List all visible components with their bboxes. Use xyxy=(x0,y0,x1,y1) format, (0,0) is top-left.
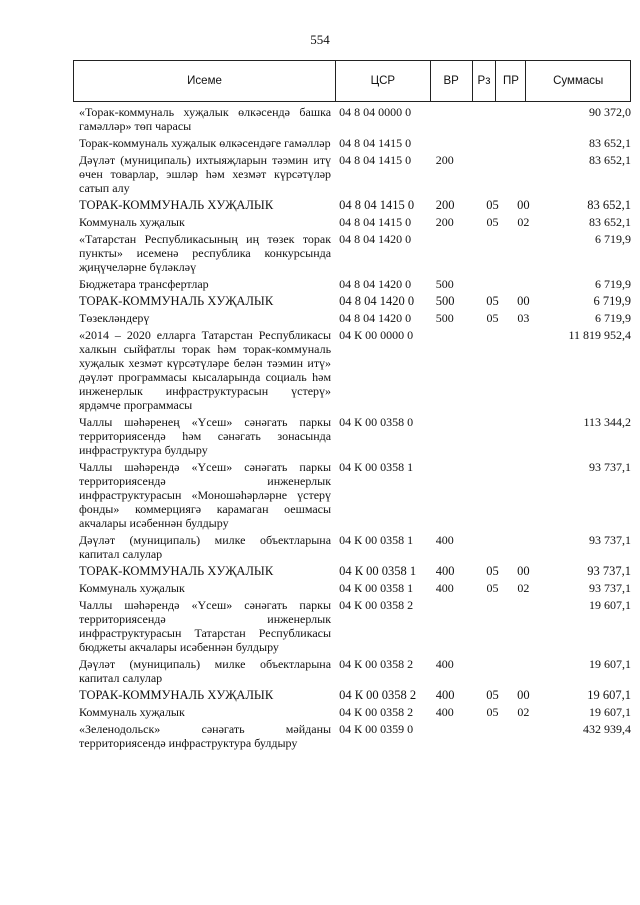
table-row xyxy=(73,657,631,688)
row-sum: 83 652,1 xyxy=(589,153,632,167)
row-name: Коммуналь хуҗалык xyxy=(79,581,185,595)
row-name: ТОРАК-КОММУНАЛЬ ХУҖАЛЫК xyxy=(79,688,274,702)
row-pr xyxy=(505,657,541,685)
row-rz: 05 xyxy=(486,215,499,229)
row-sum: 6 719,9 xyxy=(595,232,632,246)
row-sum: 93 737,1 xyxy=(589,460,632,474)
row-rz xyxy=(480,415,506,457)
row-rz: 05 xyxy=(486,294,499,308)
row-rz xyxy=(480,460,506,530)
row-pr: 02 xyxy=(517,215,530,229)
row-vr: 200 xyxy=(435,215,454,229)
row-pr xyxy=(505,153,541,195)
table-row xyxy=(73,277,631,294)
row-vr xyxy=(434,722,480,750)
row-csr: 04 8 04 1420 0 xyxy=(339,294,415,308)
row-pr: 00 xyxy=(517,294,530,308)
header-rz: Рз xyxy=(473,61,497,101)
row-vr: 200 xyxy=(435,153,454,167)
budget-table xyxy=(73,60,631,753)
row-csr: 04 8 04 0000 0 xyxy=(339,105,412,119)
row-pr: 03 xyxy=(517,311,530,325)
table-row xyxy=(73,688,631,705)
row-pr: 00 xyxy=(517,198,530,212)
row-name: ТОРАК-КОММУНАЛЬ ХУҖАЛЫК xyxy=(79,198,274,212)
row-rz: 05 xyxy=(486,705,499,719)
table-row xyxy=(73,198,631,215)
row-csr: 04 К 00 0358 1 xyxy=(339,460,414,474)
row-sum: 93 737,1 xyxy=(589,581,632,595)
row-rz xyxy=(480,277,506,291)
row-vr: 400 xyxy=(435,533,454,547)
row-vr xyxy=(434,105,480,133)
row-name: Чаллы шәһәренең «Үсеш» сәнәгать паркы территориясендә һәм сәнәгать зонасында инфраструктура булдыру xyxy=(79,415,332,457)
table-row xyxy=(73,215,631,232)
table-row xyxy=(73,705,631,722)
row-rz: 05 xyxy=(486,198,499,212)
row-name: Төзекләндерү xyxy=(79,311,150,325)
row-csr: 04 8 04 1420 0 xyxy=(339,311,412,325)
row-vr xyxy=(434,328,480,412)
row-rz xyxy=(480,598,506,654)
row-csr: 04 К 00 0358 2 xyxy=(339,657,414,671)
table-row xyxy=(73,722,631,753)
row-name: Дәүләт (муниципаль) милке объектларына капитал салулар xyxy=(79,657,332,685)
row-vr: 400 xyxy=(435,705,454,719)
table-row xyxy=(73,533,631,564)
row-pr xyxy=(505,232,541,274)
table-row xyxy=(73,564,631,581)
row-vr xyxy=(434,460,480,530)
row-name: «Торак-коммуналь хуҗалык өлкәсендә башка гамәлләр» төп чарасы xyxy=(79,105,332,133)
row-vr xyxy=(434,136,480,150)
row-name: Бюджетара трансфертлар xyxy=(79,277,209,291)
table-row xyxy=(73,598,631,657)
table-row xyxy=(73,328,631,415)
table-row xyxy=(73,136,631,153)
row-sum: 83 652,1 xyxy=(587,198,632,212)
row-rz xyxy=(480,105,506,133)
row-rz xyxy=(480,153,506,195)
row-name: Коммуналь хуҗалык xyxy=(79,215,185,229)
row-rz xyxy=(480,657,506,685)
row-csr: 04 8 04 1420 0 xyxy=(339,277,412,291)
row-sum: 19 607,1 xyxy=(589,705,632,719)
row-pr: 02 xyxy=(517,705,530,719)
row-rz: 05 xyxy=(486,688,499,702)
table-body xyxy=(73,105,631,753)
row-pr xyxy=(505,136,541,150)
row-pr: 00 xyxy=(517,564,530,578)
row-name: Дәүләт (муниципаль) ихтыяҗларын тәэмин итү өчен товарлар, эшләр һәм хезмәт күрсәтүләр сатып алу xyxy=(79,153,332,195)
row-vr: 500 xyxy=(435,311,454,325)
header-name: Исеме xyxy=(74,61,336,101)
header-csr: ЦСР xyxy=(336,61,431,101)
row-sum: 93 737,1 xyxy=(587,564,632,578)
header-sum: Суммасы xyxy=(553,75,604,87)
row-vr xyxy=(434,415,480,457)
row-rz xyxy=(480,533,506,561)
row-vr: 400 xyxy=(435,688,455,702)
row-pr xyxy=(505,598,541,654)
row-csr: 04 К 00 0358 0 xyxy=(339,415,414,429)
row-pr xyxy=(505,277,541,291)
row-vr xyxy=(434,598,480,654)
row-vr: 400 xyxy=(435,564,455,578)
row-rz: 05 xyxy=(486,581,499,595)
row-sum: 6 719,9 xyxy=(593,294,632,308)
row-vr: 500 xyxy=(435,277,454,291)
row-sum: 19 607,1 xyxy=(589,657,632,671)
header-vr: ВР xyxy=(431,61,473,101)
row-rz xyxy=(480,232,506,274)
row-csr: 04 К 00 0358 1 xyxy=(339,581,414,595)
row-csr: 04 8 04 1420 0 xyxy=(339,232,412,246)
row-name: ТОРАК-КОММУНАЛЬ ХУҖАЛЫК xyxy=(79,564,274,578)
table-header xyxy=(73,60,631,102)
table-row xyxy=(73,460,631,533)
table-row xyxy=(73,311,631,328)
row-pr xyxy=(505,722,541,750)
row-pr: 02 xyxy=(517,581,530,595)
row-csr: 04 К 00 0358 2 xyxy=(339,705,414,719)
table-row xyxy=(73,415,631,460)
row-vr: 200 xyxy=(435,198,455,212)
row-pr xyxy=(505,105,541,133)
row-pr xyxy=(505,460,541,530)
row-csr: 04 8 04 1415 0 xyxy=(339,153,412,167)
header-pr: ПР xyxy=(496,61,526,101)
row-csr: 04 8 04 1415 0 xyxy=(339,136,412,150)
table-row xyxy=(73,581,631,598)
row-sum: 11 819 952,4 xyxy=(568,328,632,342)
row-sum: 6 719,9 xyxy=(595,277,632,291)
row-rz xyxy=(480,328,506,412)
row-rz xyxy=(480,136,506,150)
table-row xyxy=(73,153,631,198)
row-pr: 00 xyxy=(517,688,530,702)
row-csr: 04 К 00 0000 0 xyxy=(339,328,414,342)
table-row xyxy=(73,232,631,277)
row-sum: 90 372,0 xyxy=(589,105,632,119)
row-name: Дәүләт (муниципаль) милке объектларына капитал салулар xyxy=(79,533,332,561)
row-name: Коммуналь хуҗалык xyxy=(79,705,185,719)
row-csr: 04 К 00 0358 1 xyxy=(339,564,417,578)
row-name: Чаллы шәһәрендә «Үсеш» сәнәгать паркы территориясендә инженерлык инфраструктурасын Татарстан Республикасы бюджеты акчалары исәбеннән булдыру xyxy=(79,598,332,654)
row-name: Чаллы шәһәрендә «Үсеш» сәнәгать паркы территориясендә инженерлык инфраструктурасын «Моношәһәрләрне үстерү фонды» коммерциягә карамаган оешмасы акчалары исәбеннән булдыру xyxy=(79,460,332,530)
row-sum: 19 607,1 xyxy=(587,688,632,702)
row-sum: 83 652,1 xyxy=(589,136,632,150)
row-name: «2014 – 2020 елларга Татарстан Республикасы халкын сыйфатлы торак һәм торак-коммуналь хуҗалык хезмәт күрсәтүләре белән тәэмин итү» дәүләт программасы кысаларында социаль һәм инженерлык инфраструктурасын үстерү» ярдәмче программасы xyxy=(79,328,332,412)
row-vr xyxy=(434,232,480,274)
row-csr: 04 8 04 1415 0 xyxy=(339,198,415,212)
table-row xyxy=(73,105,631,136)
row-csr: 04 8 04 1415 0 xyxy=(339,215,412,229)
page-number: 554 xyxy=(310,32,330,47)
table-row xyxy=(73,294,631,311)
row-rz: 05 xyxy=(486,564,499,578)
row-csr: 04 К 00 0358 2 xyxy=(339,688,417,702)
row-sum: 432 939,4 xyxy=(583,722,632,736)
row-vr: 400 xyxy=(435,657,454,671)
row-vr: 400 xyxy=(435,581,454,595)
row-sum: 6 719,9 xyxy=(595,311,632,325)
row-pr xyxy=(505,328,541,412)
row-vr: 500 xyxy=(435,294,455,308)
row-csr: 04 К 00 0358 2 xyxy=(339,598,414,612)
row-rz xyxy=(480,722,506,750)
row-sum: 93 737,1 xyxy=(589,533,632,547)
row-csr: 04 К 00 0358 1 xyxy=(339,533,414,547)
row-name: «Зеленодольск» сәнәгать мәйданы территориясендә инфраструктура булдыру xyxy=(79,722,332,750)
row-name: ТОРАК-КОММУНАЛЬ ХУҖАЛЫК xyxy=(79,294,274,308)
row-name: «Татарстан Республикасының иң төзек торак пункты» исеменә республика конкурсында җиңүчеләрне бүләкләү xyxy=(79,232,332,274)
row-sum: 83 652,1 xyxy=(589,215,632,229)
row-sum: 113 344,2 xyxy=(583,415,632,429)
row-pr xyxy=(505,415,541,457)
row-rz: 05 xyxy=(486,311,499,325)
row-csr: 04 К 00 0359 0 xyxy=(339,722,414,736)
row-pr xyxy=(505,533,541,561)
row-name: Торак-коммуналь хуҗалык өлкәсендәге гамәлләр xyxy=(79,136,331,150)
row-sum: 19 607,1 xyxy=(589,598,632,612)
